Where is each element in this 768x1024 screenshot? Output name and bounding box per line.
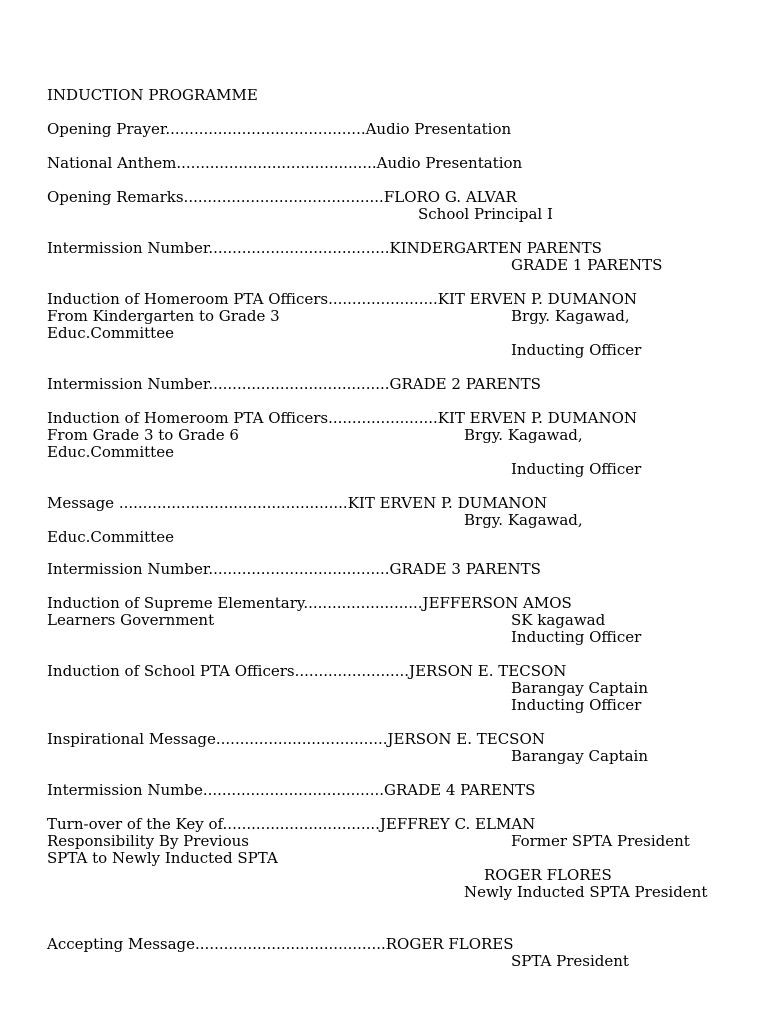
speaker-role: Brgy. Kagawad,	[464, 511, 583, 529]
programme-item-intermission-3: Intermission Number......................................GRADE 3 PARENTS	[47, 560, 541, 578]
speaker-role: Newly Inducted SPTA President	[464, 883, 708, 901]
speaker-role: Inducting Officer	[511, 696, 642, 714]
programme-item-intermission-1: Intermission Number......................................KINDERGARTEN PARENTS	[47, 239, 602, 257]
speaker-role: Brgy. Kagawad,	[511, 307, 630, 325]
item-subtitle: Learners Government	[47, 611, 215, 629]
speaker-role: Inducting Officer	[511, 341, 642, 359]
item-subtitle: SPTA to Newly Inducted SPTA	[47, 849, 278, 867]
speaker-role: Barangay Captain	[511, 679, 648, 697]
programme-title: INDUCTION PROGRAMME	[47, 86, 258, 104]
speaker-role: School Principal I	[418, 205, 553, 223]
programme-item-turnover: Turn-over of the Key of.................................JEFFREY C. ELMAN	[47, 815, 536, 833]
programme-item-national-anthem: National Anthem..........................................Audio Presentation	[47, 154, 523, 172]
programme-item-intermission-4: Intermission Numbe......................................GRADE 4 PARENTS	[47, 781, 536, 799]
speaker-role: SK kagawad	[511, 611, 606, 629]
programme-item-opening-prayer: Opening Prayer..........................................Audio Presentation	[47, 120, 512, 138]
programme-item-inspirational-message: Inspirational Message....................................JERSON E. TECSON	[47, 730, 545, 748]
programme-item-induction-sel: Induction of Supreme Elementary.........................JEFFERSON AMOS	[47, 594, 572, 612]
speaker-role: Inducting Officer	[511, 460, 642, 478]
programme-item-induction-homeroom-2: Induction of Homeroom PTA Officers.......................KIT ERVEN P. DUMANON	[47, 409, 638, 427]
speaker-role: SPTA President	[511, 952, 629, 970]
item-subtitle: Responsibility By Previous	[47, 832, 249, 850]
speaker-role: Former SPTA President	[511, 832, 690, 850]
speaker-name: ROGER FLORES	[484, 866, 612, 884]
speaker-committee: Educ.Committee	[47, 324, 174, 342]
speaker-committee: Educ.Committee	[47, 528, 174, 546]
speaker-role: Barangay Captain	[511, 747, 648, 765]
programme-item-induction-school-pta: Induction of School PTA Officers........................JERSON E. TECSON	[47, 662, 567, 680]
item-subtitle: From Grade 3 to Grade 6	[47, 426, 239, 444]
speaker-role: Brgy. Kagawad,	[464, 426, 583, 444]
performer-continuation: GRADE 1 PARENTS	[511, 256, 663, 274]
programme-item-intermission-2: Intermission Number......................................GRADE 2 PARENTS	[47, 375, 541, 393]
speaker-role: Inducting Officer	[511, 628, 642, 646]
programme-item-induction-homeroom-1: Induction of Homeroom PTA Officers.......................KIT ERVEN P. DUMANON	[47, 290, 638, 308]
speaker-committee: Educ.Committee	[47, 443, 174, 461]
programme-item-message: Message ................................................KIT ERVEN P. DUMANON	[47, 494, 547, 512]
programme-item-accepting-message: Accepting Message........................................ROGER FLORES	[47, 935, 514, 953]
programme-item-opening-remarks: Opening Remarks..........................................FLORO G. ALVAR	[47, 188, 517, 206]
item-subtitle: From Kindergarten to Grade 3	[47, 307, 280, 325]
